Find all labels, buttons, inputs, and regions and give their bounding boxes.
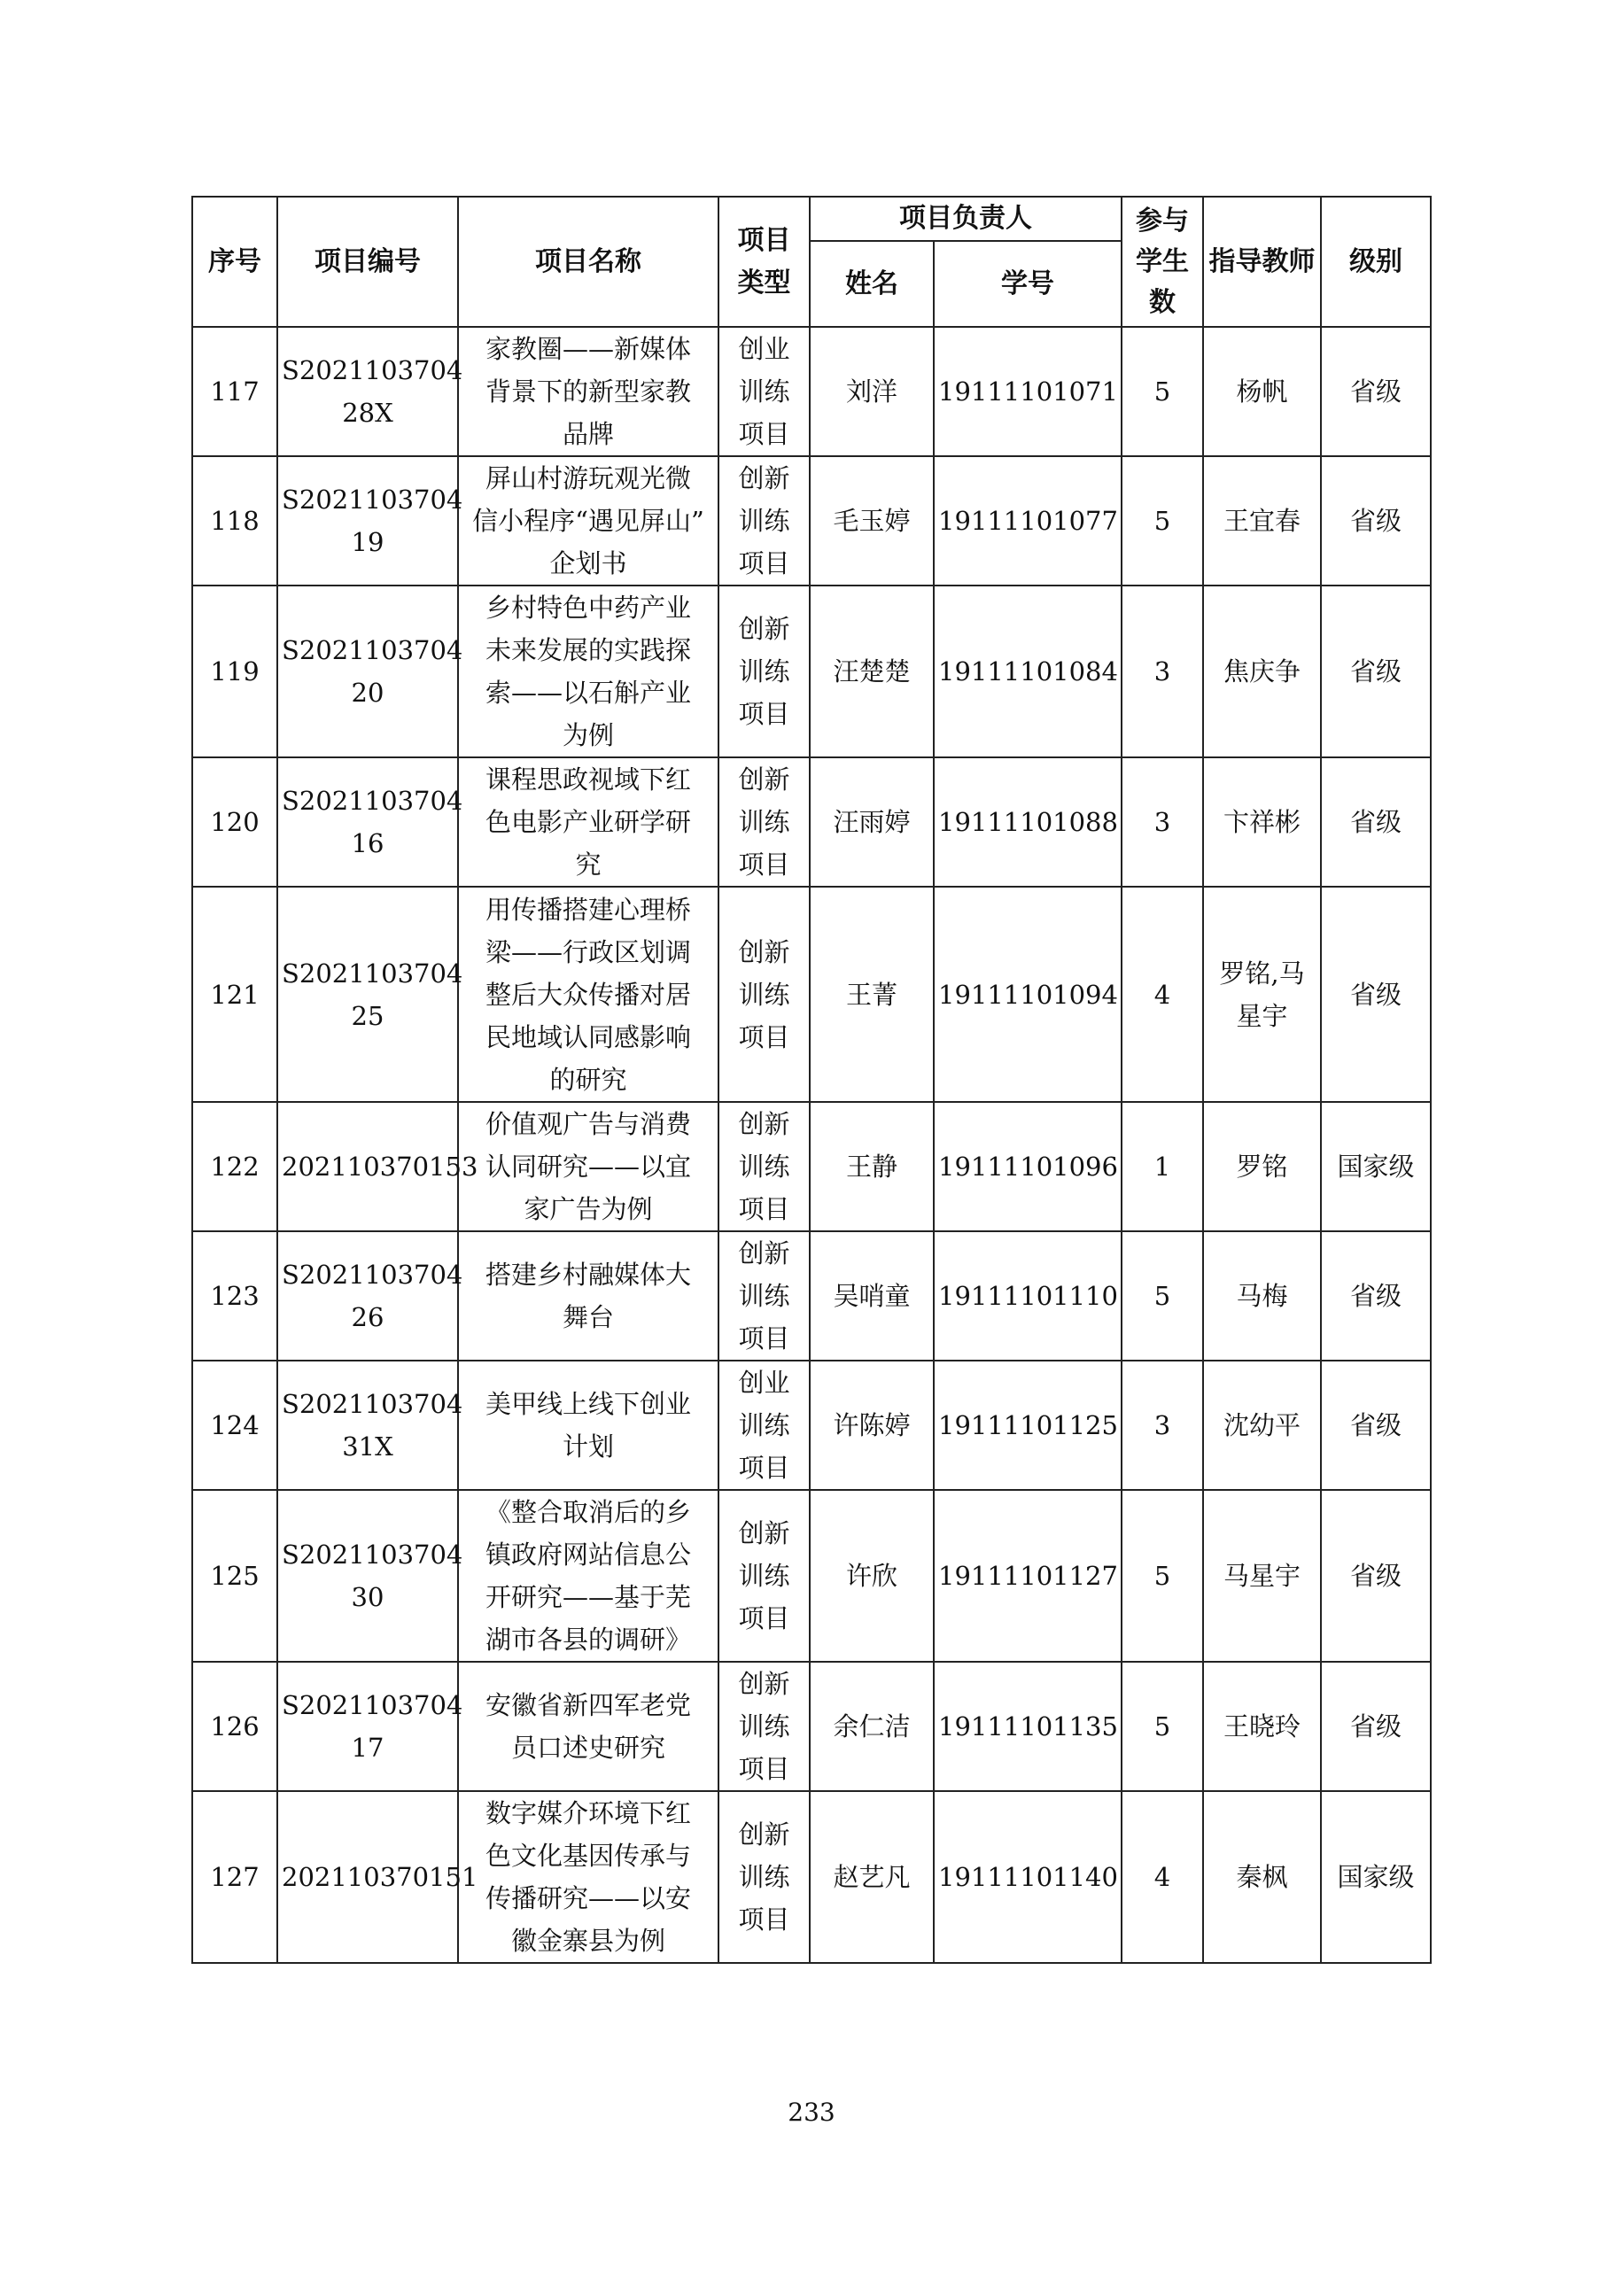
cell-student-id: 19111101127 — [934, 1490, 1122, 1662]
table-row — [192, 887, 1431, 1102]
cell-student-id: 19111101110 — [934, 1231, 1122, 1361]
cell-student-count: 5 — [1122, 1231, 1203, 1361]
cell-code: S2021103704 20 — [277, 586, 458, 757]
cell-level: 省级 — [1321, 327, 1431, 456]
cell-student-id: 19111101140 — [934, 1791, 1122, 1963]
cell-code: S2021103704 17 — [277, 1662, 458, 1791]
cell-code: 202110370153 — [277, 1102, 458, 1231]
header-students: 参与 学生 数 — [1122, 197, 1203, 327]
cell-type: 创新 训练 项目 — [718, 757, 810, 887]
cell-level: 国家级 — [1321, 1791, 1431, 1963]
header-name: 项目名称 — [458, 197, 718, 327]
header-leader-name: 姓名 — [810, 241, 934, 327]
table-row — [192, 327, 1431, 456]
cell-level: 省级 — [1321, 757, 1431, 887]
cell-seq: 125 — [192, 1490, 277, 1662]
cell-name: 屏山村游玩观光微 信小程序“遇见屏山” 企划书 — [458, 456, 718, 586]
cell-code: S2021103704 31X — [277, 1361, 458, 1490]
cell-advisor: 罗铭 — [1203, 1102, 1321, 1231]
cell-leader-name: 余仁洁 — [810, 1662, 934, 1791]
cell-advisor: 罗铭,马 星宇 — [1203, 887, 1321, 1102]
cell-leader-name: 刘洋 — [810, 327, 934, 456]
cell-advisor: 焦庆争 — [1203, 586, 1321, 757]
cell-student-id: 19111101094 — [934, 887, 1122, 1102]
header-level: 级别 — [1321, 197, 1431, 327]
cell-name: 《整合取消后的乡 镇政府网站信息公 开研究——基于芜 湖市各县的调研》 — [458, 1490, 718, 1662]
cell-seq: 121 — [192, 887, 277, 1102]
cell-name: 美甲线上线下创业 计划 — [458, 1361, 718, 1490]
table-row — [192, 1490, 1431, 1662]
cell-leader-name: 赵艺凡 — [810, 1791, 934, 1963]
header-leader: 项目负责人 — [810, 197, 1122, 241]
cell-leader-name: 许陈婷 — [810, 1361, 934, 1490]
cell-advisor: 王晓玲 — [1203, 1662, 1321, 1791]
cell-level: 省级 — [1321, 586, 1431, 757]
cell-code: S2021103704 30 — [277, 1490, 458, 1662]
cell-student-id: 19111101071 — [934, 327, 1122, 456]
cell-level: 省级 — [1321, 456, 1431, 586]
cell-level: 省级 — [1321, 1662, 1431, 1791]
table-row — [192, 586, 1431, 757]
cell-seq: 127 — [192, 1791, 277, 1963]
cell-name: 价值观广告与消费 认同研究——以宜 家广告为例 — [458, 1102, 718, 1231]
cell-seq: 123 — [192, 1231, 277, 1361]
page-number: 233 — [788, 2098, 835, 2127]
cell-student-id: 19111101088 — [934, 757, 1122, 887]
cell-seq: 122 — [192, 1102, 277, 1231]
cell-name: 乡村特色中药产业 未来发展的实践探 索——以石斛产业 为例 — [458, 586, 718, 757]
cell-leader-name: 许欣 — [810, 1490, 934, 1662]
header-seq: 序号 — [192, 197, 277, 327]
cell-advisor: 马梅 — [1203, 1231, 1321, 1361]
header-type: 项目 类型 — [718, 197, 810, 327]
projects-table — [191, 196, 1432, 1964]
cell-name: 用传播搭建心理桥 梁——行政区划调 整后大众传播对居 民地域认同感影响 的研究 — [458, 887, 718, 1102]
cell-student-count: 4 — [1122, 1791, 1203, 1963]
cell-seq: 126 — [192, 1662, 277, 1791]
cell-type: 创新 训练 项目 — [718, 586, 810, 757]
cell-type: 创新 训练 项目 — [718, 887, 810, 1102]
cell-level: 省级 — [1321, 1490, 1431, 1662]
cell-type: 创业 训练 项目 — [718, 327, 810, 456]
header-code: 项目编号 — [277, 197, 458, 327]
cell-student-count: 3 — [1122, 1361, 1203, 1490]
cell-seq: 124 — [192, 1361, 277, 1490]
cell-level: 省级 — [1321, 887, 1431, 1102]
cell-type: 创新 训练 项目 — [718, 1102, 810, 1231]
cell-type: 创新 训练 项目 — [718, 1231, 810, 1361]
table-row — [192, 1102, 1431, 1231]
cell-name: 搭建乡村融媒体大 舞台 — [458, 1231, 718, 1361]
cell-student-count: 5 — [1122, 327, 1203, 456]
table-row — [192, 1791, 1431, 1963]
cell-code: S2021103704 28X — [277, 327, 458, 456]
cell-advisor: 沈幼平 — [1203, 1361, 1321, 1490]
cell-name: 数字媒介环境下红 色文化基因传承与 传播研究——以安 徽金寨县为例 — [458, 1791, 718, 1963]
cell-seq: 120 — [192, 757, 277, 887]
cell-advisor: 杨帆 — [1203, 327, 1321, 456]
cell-student-count: 3 — [1122, 757, 1203, 887]
cell-advisor: 秦枫 — [1203, 1791, 1321, 1963]
cell-student-count: 5 — [1122, 1662, 1203, 1791]
cell-code: S2021103704 19 — [277, 456, 458, 586]
cell-name: 课程思政视域下红 色电影产业研学研 究 — [458, 757, 718, 887]
cell-type: 创新 训练 项目 — [718, 1791, 810, 1963]
cell-student-id: 19111101084 — [934, 586, 1122, 757]
header-advisor: 指导教师 — [1203, 197, 1321, 327]
cell-leader-name: 王菁 — [810, 887, 934, 1102]
cell-student-count: 1 — [1122, 1102, 1203, 1231]
cell-type: 创新 训练 项目 — [718, 456, 810, 586]
cell-student-count: 3 — [1122, 586, 1203, 757]
cell-advisor: 王宜春 — [1203, 456, 1321, 586]
cell-leader-name: 王静 — [810, 1102, 934, 1231]
cell-code: S2021103704 26 — [277, 1231, 458, 1361]
cell-student-id: 19111101135 — [934, 1662, 1122, 1791]
cell-name: 安徽省新四军老党 员口述史研究 — [458, 1662, 718, 1791]
cell-seq: 119 — [192, 586, 277, 757]
cell-seq: 117 — [192, 327, 277, 456]
cell-student-id: 19111101077 — [934, 456, 1122, 586]
cell-name: 家教圈——新媒体 背景下的新型家教 品牌 — [458, 327, 718, 456]
cell-leader-name: 汪雨婷 — [810, 757, 934, 887]
table-row — [192, 456, 1431, 586]
table-row — [192, 1662, 1431, 1791]
cell-student-count: 5 — [1122, 456, 1203, 586]
cell-code: S2021103704 16 — [277, 757, 458, 887]
table-row — [192, 1361, 1431, 1490]
cell-level: 省级 — [1321, 1231, 1431, 1361]
cell-student-count: 4 — [1122, 887, 1203, 1102]
cell-level: 国家级 — [1321, 1102, 1431, 1231]
table-row — [192, 757, 1431, 887]
cell-seq: 118 — [192, 456, 277, 586]
cell-leader-name: 汪楚楚 — [810, 586, 934, 757]
cell-student-id: 19111101125 — [934, 1361, 1122, 1490]
cell-type: 创业 训练 项目 — [718, 1361, 810, 1490]
cell-type: 创新 训练 项目 — [718, 1662, 810, 1791]
cell-student-id: 19111101096 — [934, 1102, 1122, 1231]
table-header — [192, 197, 1431, 327]
cell-advisor: 马星宇 — [1203, 1490, 1321, 1662]
cell-level: 省级 — [1321, 1361, 1431, 1490]
cell-type: 创新 训练 项目 — [718, 1490, 810, 1662]
cell-code: S2021103704 25 — [277, 887, 458, 1102]
header-leader-id: 学号 — [934, 241, 1122, 327]
cell-leader-name: 吴哨童 — [810, 1231, 934, 1361]
cell-code: 202110370151 — [277, 1791, 458, 1963]
table-body — [192, 327, 1431, 1963]
cell-advisor: 卞祥彬 — [1203, 757, 1321, 887]
cell-student-count: 5 — [1122, 1490, 1203, 1662]
cell-leader-name: 毛玉婷 — [810, 456, 934, 586]
table-row — [192, 1231, 1431, 1361]
